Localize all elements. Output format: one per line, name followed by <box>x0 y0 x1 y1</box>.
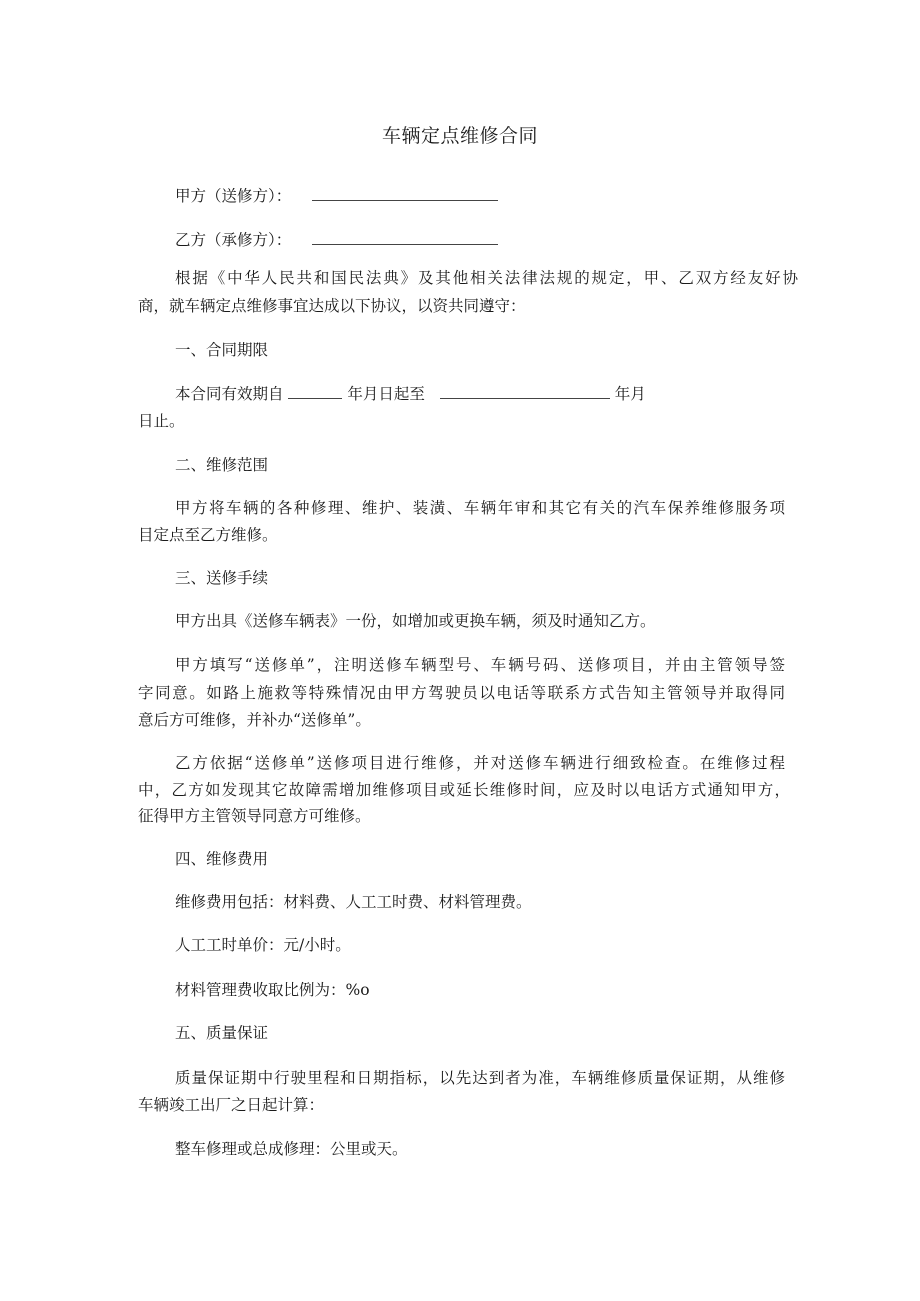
term-part-4: 日止。 <box>138 412 185 430</box>
section-2-line-2: 目定点至乙方维修。 <box>138 526 278 544</box>
section-1-heading: 一、合同期限 <box>175 341 269 359</box>
section-2-heading: 二、维修范围 <box>175 456 269 474</box>
section-5-para-1-line-2: 车辆竣工出厂之日起计算： <box>138 1096 325 1114</box>
section-3-para-2-line-1: 甲方填写“送修单”，注明送修车辆型号、车辆号码、送修项目，并由主管领导签 <box>175 656 785 674</box>
section-4-para-3: 材料管理费收取比例为：%o <box>175 981 370 999</box>
intro-line-2: 商，就车辆定点维修事宜达成以下协议，以资共同遵守： <box>138 297 526 315</box>
party-a-row <box>175 184 835 209</box>
party-b-label: 乙方（承修方）： <box>175 231 292 249</box>
intro-line-1: 根据《中华人民共和国民法典》及其他相关法律法规的规定，甲、乙双方经友好协 <box>175 269 798 287</box>
section-3-heading: 三、送修手续 <box>175 569 269 587</box>
section-4-para-1: 维修费用包括：材料费、人工工时费、材料管理费。 <box>175 893 532 911</box>
section-5-para-1-line-1: 质量保证期中行驶里程和日期指标，以先达到者为准，车辆维修质量保证期，从维修 <box>175 1069 785 1087</box>
section-2-line-1: 甲方将车辆的各种修理、维护、装潢、车辆年审和其它有关的汽车保养维修服务项 <box>175 499 785 517</box>
term-row <box>175 382 835 407</box>
section-5-para-2: 整车修理或总成修理：公里或天。 <box>175 1140 408 1158</box>
section-4-para-2: 人工工时单价：元/小时。 <box>175 936 351 954</box>
section-4-heading: 四、维修费用 <box>175 850 269 868</box>
section-3-para-3-line-2: 中，乙方如发现其它故障需增加维修项目或延长维修时间，应及时以电话方式通知甲方， <box>138 781 790 799</box>
term-start-blank <box>288 383 342 399</box>
term-part-2: 年月日起至 <box>347 385 425 403</box>
party-a-label: 甲方（送修方）： <box>175 187 292 205</box>
term-part-3: 年月 <box>614 385 646 403</box>
document-title: 车辆定点维修合同 <box>381 125 538 147</box>
term-end-blank <box>440 383 610 399</box>
party-b-row <box>175 228 835 253</box>
section-5-heading: 五、质量保证 <box>175 1024 269 1042</box>
term-part-1: 本合同有效期自 <box>175 385 284 403</box>
section-3-para-1: 甲方出具《送修车辆表》一份，如增加或更换车辆，须及时通知乙方。 <box>175 612 656 630</box>
section-3-para-2-line-2: 字同意。如路上施救等特殊情况由甲方驾驶员以电话等联系方式告知主管领导并取得同 <box>138 684 785 702</box>
section-3-para-2-line-3: 意后方可维修，并补办“送修单”。 <box>138 711 371 729</box>
section-3-para-3-line-1: 乙方依据“送修单”送修项目进行维修，并对送修车辆进行细致检查。在维修过程 <box>175 754 785 772</box>
party-b-blank <box>312 229 498 245</box>
section-3-para-3-line-3: 征得甲方主管领导同意方可维修。 <box>138 807 371 825</box>
party-a-blank <box>312 185 498 201</box>
